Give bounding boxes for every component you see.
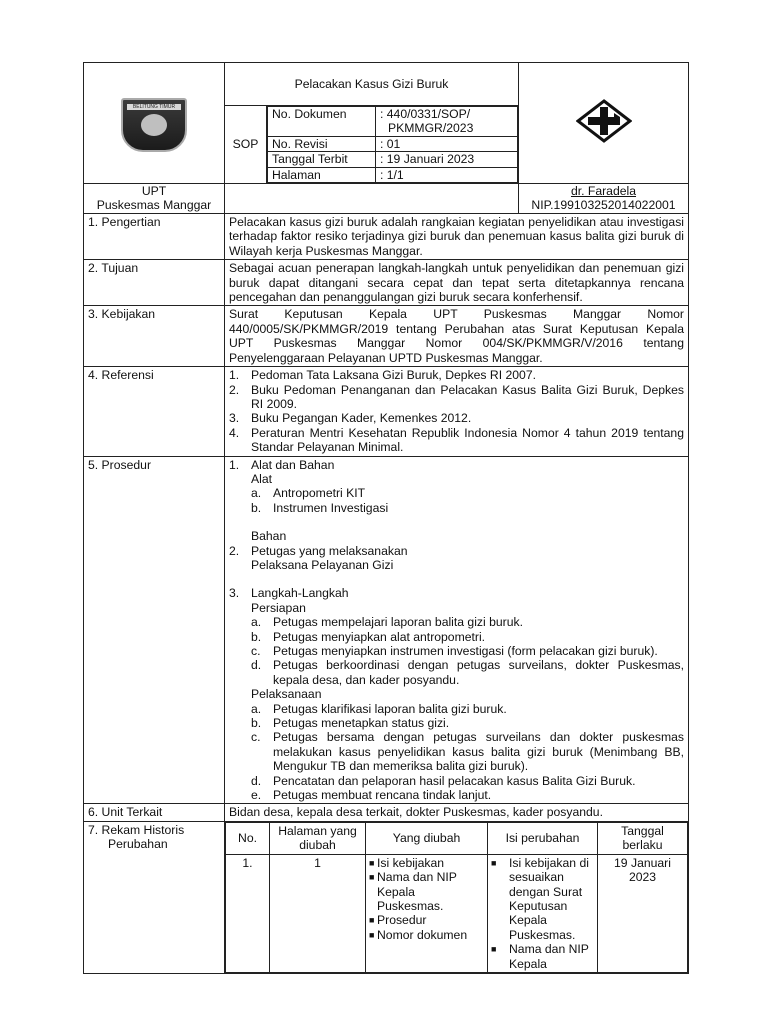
kebijakan-label: 3. Kebijakan (84, 306, 225, 367)
meta-label-tanggal: Tanggal Terbit (268, 152, 376, 167)
sop-document (83, 62, 688, 974)
meta-value-dokumen-2: PKMMGR/2023 (388, 121, 474, 136)
bahan-heading: Bahan (251, 529, 287, 544)
history-row-halaman: 1 (270, 854, 366, 972)
meta-value-dokumen-1: : 440/0331/SOP/ (380, 107, 471, 121)
history-col-diubah: Yang diubah (366, 822, 488, 854)
prosedur-step-1-num: 1. (229, 457, 240, 472)
pengertian-text: Pelacakan kasus gizi buruk adalah rangkaian kegiatan penyelidikan atau investigasi terhadap faktor resiko terjadinya gizi buruk dan penemuan kasus balita gizi buruk di Wilayah kerja Puskesmas Manggar. (225, 214, 689, 260)
meta-label-halaman: Halaman (268, 167, 376, 182)
referensi-item-num: 3. (229, 411, 240, 426)
alat-item (251, 501, 684, 515)
referensi-label: 4. Referensi (84, 367, 225, 456)
prosedur-step-3-num: 3. (229, 586, 240, 601)
pelaksanaan-item-num: a. (251, 701, 262, 716)
referensi-item (229, 368, 684, 382)
pelaksanaan-heading: Pelaksanaan (251, 687, 322, 702)
diubah-item-text: Isi kebijakan (377, 855, 445, 870)
sop-table (83, 62, 689, 974)
meta-value-revisi: : 01 (376, 136, 518, 151)
pelaksanaan-item-text: Petugas membuat rencana tindak lanjut. (273, 788, 492, 803)
meta-label-revisi: No. Revisi (268, 136, 376, 151)
diubah-item (369, 856, 484, 870)
meta-value-halaman: : 1/1 (376, 167, 518, 182)
tujuan-text: Sebagai acuan penerapan langkah-langkah untuk penyelidikan dan penemuan gizi buruk dapat ditangani secara cepat dan tepat serta ditetapkannya rencana pencegahan dan penanggulangan gizi buruk secara konferhensif. (225, 260, 689, 306)
prosedur-step-2-text: Petugas yang melaksanakan (251, 543, 408, 558)
history-col-isi: Isi perubahan (488, 822, 598, 854)
history-table (225, 822, 688, 973)
org-line-1: UPT (141, 184, 167, 199)
prosedur-step-2 (229, 544, 684, 558)
pelaksanaan-item-num: b. (251, 716, 262, 731)
regency-logo (121, 98, 187, 152)
referensi-item-text: Peraturan Mentri Kesehatan Republik Indonesia Nomor 4 tahun 2019 tentang Standar Pelayanan Minimal. (251, 425, 684, 455)
alat-item-text: Antropometri KIT (273, 486, 366, 501)
pelaksanaan-item (251, 730, 684, 773)
pelaksanaan-item (251, 716, 684, 730)
pelaksanaan-item-num: e. (251, 788, 262, 803)
persiapan-item-text: Petugas menyiapkan alat antropometri. (273, 629, 486, 644)
referensi-item (229, 383, 684, 412)
isi-item (491, 856, 594, 942)
history-row-isi (488, 854, 598, 972)
isi-item (491, 942, 594, 971)
meta-cell (267, 106, 519, 184)
bullet-icon: ■ (491, 857, 497, 868)
referensi-item (229, 411, 684, 425)
pelaksanaan-item-text: Petugas menetapkan status gizi. (273, 716, 450, 731)
prosedur-content (225, 456, 689, 804)
puskesmas-logo-icon (576, 99, 632, 143)
bullet-icon: ■ (491, 944, 497, 955)
bullet-icon: ■ (369, 872, 375, 883)
history-col-tanggal: Tanggal berlaku (598, 822, 688, 854)
tujuan-label: 2. Tujuan (84, 260, 225, 306)
rekam-label-1: 7. Rekam Historis (88, 822, 185, 837)
persiapan-item (251, 630, 684, 644)
diubah-item (369, 928, 484, 942)
bullet-icon: ■ (369, 915, 375, 926)
unit-label: 6. Unit Terkait (84, 804, 225, 821)
signer-name: dr. Faradela (570, 184, 637, 199)
history-row-no: 1. (226, 854, 270, 972)
pelaksanaan-item (251, 702, 684, 716)
bullet-icon: ■ (369, 857, 375, 868)
pelaksanaan-item-text: Petugas bersama dengan petugas surveilans dan dokter puskesmas melakukan kasus penyelidikan kasus balita gizi buruk (Menimbang BB, Mengukur TB dan memeriksa balita gizi buruk). (273, 730, 684, 774)
left-logo-cell (84, 63, 225, 184)
bullet-icon: ■ (369, 929, 375, 940)
history-row-diubah (366, 854, 488, 972)
persiapan-item-text: Petugas mempelajari laporan balita gizi buruk. (273, 615, 523, 630)
diubah-item-text: Nomor dokumen (377, 927, 468, 942)
logo-emblem-icon (141, 114, 167, 136)
diubah-item-text: Nama dan NIP Kepala Puskesmas. (377, 870, 457, 913)
isi-item-text: Nama dan NIP Kepala (509, 942, 589, 971)
alat-item-text: Instrumen Investigasi (273, 500, 389, 515)
sop-label: SOP (225, 106, 267, 184)
prosedur-label: 5. Prosedur (84, 456, 225, 804)
pelaksanaan-item-num: d. (251, 773, 262, 788)
persiapan-item-num: a. (251, 615, 262, 630)
pelaksanaan-item (251, 788, 684, 802)
blank-signature-cell (225, 184, 519, 214)
persiapan-item-num: c. (251, 644, 261, 658)
prosedur-step-1-text: Alat dan Bahan (251, 457, 335, 472)
pelaksanaan-item-text: Petugas klarifikasi laporan balita gizi buruk. (273, 701, 507, 716)
referensi-item-num: 2. (229, 382, 240, 397)
prosedur-step-1 (229, 458, 684, 472)
meta-value-tanggal: : 19 Januari 2023 (376, 152, 518, 167)
meta-value-dokumen (376, 107, 518, 137)
persiapan-item-num: d. (251, 658, 262, 673)
alat-item-num: a. (251, 486, 262, 501)
persiapan-item (251, 644, 684, 658)
pelaksanaan-item-text: Pencatatan dan pelaporan hasil pelacakan kasus Balita Gizi Buruk. (273, 773, 636, 788)
alat-item-num: b. (251, 500, 262, 515)
persiapan-item-num: b. (251, 629, 262, 644)
alat-item (251, 486, 684, 500)
signer-cell (519, 184, 689, 214)
rekam-label (84, 821, 225, 973)
persiapan-item-text: Petugas berkoordinasi dengan petugas surveilans, dokter Puskesmas, kepala desa, dan kader posyandu. (273, 658, 684, 687)
diubah-item (369, 870, 484, 913)
referensi-list (225, 367, 689, 456)
persiapan-heading: Persiapan (251, 600, 306, 615)
pelaksana-text: Pelaksana Pelayanan Gizi (251, 557, 394, 572)
history-col-halaman: Halaman yang diubah (270, 822, 366, 854)
prosedur-step-3 (229, 586, 684, 600)
persiapan-item-text: Petugas menyiapkan instrumen investigasi (form pelacakan gizi buruk). (273, 644, 658, 658)
referensi-item-num: 1. (229, 368, 240, 383)
rekam-table-cell (225, 821, 689, 973)
referensi-item-text: Buku Pedoman Penanganan dan Pelacakan Kasus Balita Gizi Buruk, Depkes RI 2009. (251, 382, 684, 411)
referensi-item-text: Pedoman Tata Laksana Gizi Buruk, Depkes RI 2007. (251, 368, 536, 383)
referensi-item-text: Buku Pegangan Kader, Kemenkes 2012. (251, 411, 472, 426)
pelaksanaan-item (251, 774, 684, 788)
alat-heading: Alat (251, 471, 273, 486)
referensi-item-num: 4. (229, 425, 240, 440)
meta-label-dokumen: No. Dokumen (268, 107, 376, 137)
isi-item-text: Isi kebijakan di sesuaikan dengan Surat Keputusan Kepala Puskesmas. (509, 855, 589, 942)
meta-table (267, 106, 518, 183)
diubah-item-text: Prosedur (377, 913, 427, 928)
history-row-tanggal: 19 Januari 2023 (598, 854, 688, 972)
history-col-no: No. (226, 822, 270, 854)
pelaksanaan-item-num: c. (251, 730, 261, 745)
persiapan-item (251, 658, 684, 687)
referensi-item (229, 426, 684, 455)
right-logo-cell (519, 63, 689, 184)
pengertian-label: 1. Pengertian (84, 214, 225, 260)
organization-cell (84, 184, 225, 214)
prosedur-step-3-text: Langkah-Langkah (251, 586, 349, 601)
org-line-2: Puskesmas Manggar (96, 197, 212, 212)
kebijakan-text: Surat Keputusan Kepala UPT Puskesmas Manggar Nomor 440/0005/SK/PKMMGR/2019 tentang Perubahan atas Surat Keputusan Kepala UPT Puskesmas Manggar Nomor 004/SK/PKMMGR/V/2016 tentang Penyelenggaraan Pelayanan UPTD Puskesmas Manggar. (225, 306, 689, 367)
persiapan-item (251, 615, 684, 629)
document-title: Pelacakan Kasus Gizi Buruk (225, 63, 519, 106)
signer-nip: NIP.199103252014022001 (531, 197, 676, 212)
prosedur-step-2-num: 2. (229, 543, 240, 558)
diubah-item (369, 913, 484, 927)
rekam-label-2: Perubahan (108, 837, 168, 852)
logo-band-text: BELITUNG TIMUR (127, 104, 181, 110)
unit-text: Bidan desa, kepala desa terkait, dokter Puskesmas, kader posyandu. (225, 804, 689, 821)
